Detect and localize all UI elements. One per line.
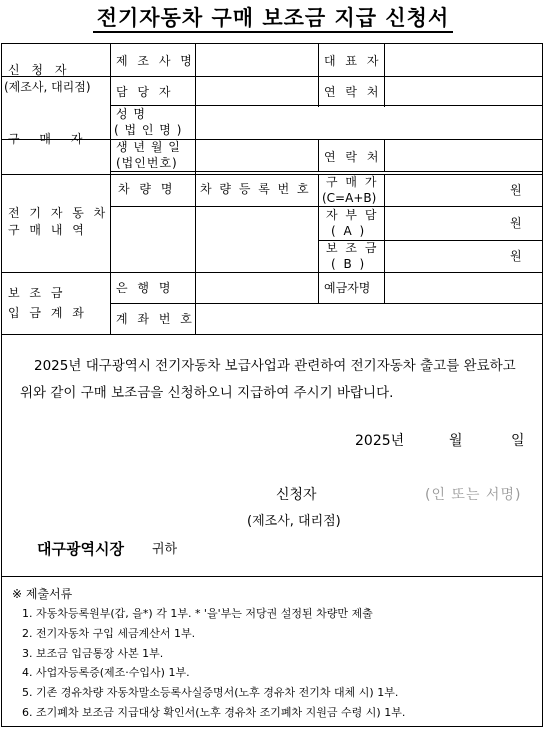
manager-field[interactable] (196, 77, 317, 105)
recipient-suffix: 귀하 (152, 542, 178, 557)
required-document-item: 1. 자동차등록원부(갑, 을*) 각 1부. * '을'부는 저당권 설정된 차량만 제출 (22, 607, 373, 620)
account-section-sublabel: 입 금 계 좌 (8, 306, 87, 320)
self-pay-sublabel: ( A ) (331, 224, 367, 238)
self-pay-label: 자 부 담 (326, 208, 379, 222)
subsidy-amount-label: 보 조 금 (326, 241, 379, 255)
account-number-field[interactable] (196, 304, 542, 333)
required-document-item: 4. 사업자등록증(제조·수입사) 1부. (22, 666, 190, 680)
account-holder-label: 예금자명 (324, 281, 371, 295)
buyer-contact-label: 연 락 처 (324, 150, 382, 164)
date-year: 2025년 (355, 433, 405, 449)
applicant-section-label: 신 청 자 (8, 63, 71, 77)
account-section-label: 보 조 금 (8, 286, 66, 300)
subsidy-amount-unit: 원 (510, 249, 522, 263)
applicant-contact-field[interactable] (385, 77, 542, 105)
self-pay-unit: 원 (510, 216, 522, 230)
required-documents-list (22, 604, 405, 723)
required-document-item: 3. 보조금 입금통장 사본 1부. (22, 646, 164, 660)
maker-name-field[interactable] (196, 44, 317, 75)
maker-name-label: 제 조 사 명 (116, 54, 195, 68)
purchase-price-unit: 원 (510, 183, 522, 197)
model-name-label: 차 량 명 (118, 182, 176, 196)
birthdate-field[interactable] (196, 140, 317, 171)
required-document-item: 2. 전기자동차 구입 세금계산서 1부. (22, 626, 196, 640)
birthdate-sublabel: (법인번호) (116, 156, 178, 170)
buyer-section-label: 구 매 자 (8, 132, 91, 146)
applicant-contact-label: 연 락 처 (324, 85, 382, 99)
signer-label: 신청자 (276, 487, 317, 503)
buyer-contact-field[interactable] (385, 140, 542, 171)
buyer-name-label: 성 명 (116, 107, 146, 121)
buyer-name-field[interactable] (196, 106, 542, 138)
bank-name-label: 은 행 명 (116, 281, 174, 295)
account-holder-field[interactable] (385, 273, 542, 302)
purchase-section-sublabel: 구 매 내 역 (8, 223, 87, 237)
date-day: 일 (511, 433, 525, 449)
purchase-price-sublabel: (C=A+B) (322, 191, 377, 205)
recipient-name: 대구광역시장 (37, 540, 124, 558)
buyer-name-sublabel: ( 법 인 명 ) (114, 123, 183, 137)
representative-label: 대 표 자 (324, 54, 382, 68)
signature-area[interactable]: (인 또는 서명) (425, 487, 522, 503)
account-number-label: 계 좌 번 호 (116, 312, 195, 326)
declaration-text: 2025년 대구광역시 전기자동차 보급사업과 관련하여 전기자동차 출고를 완료하고 위와 같이 구매 보조금을 신청하오니 지급하여 주시기 바랍니다. (20, 358, 516, 401)
required-documents-title: ※ 제출서류 (12, 587, 73, 601)
subsidy-amount-sublabel: ( B ) (331, 257, 367, 271)
birthdate-label: 생 년 월 일 (116, 140, 181, 154)
purchase-section-label: 전 기 자 동 차 (8, 206, 109, 220)
signer-sublabel: (제조사, 대리점) (247, 514, 341, 529)
registration-number-field[interactable] (196, 207, 317, 271)
bank-name-field[interactable] (196, 273, 317, 302)
date-month: 월 (449, 433, 463, 449)
manager-label: 담 당 자 (116, 85, 174, 99)
form-title: 전기자동차 구매 보조금 지급 신청서 (0, 2, 546, 32)
required-document-item: 5. 기존 경유차량 자동차말소등록사실증명서(노후 경유차 전기차 대체 시) 1부. (22, 686, 399, 700)
required-document-item: 6. 조기폐차 보조금 지급대상 확인서(노후 경유차 조기폐차 지원금 수령 시) 1부. (22, 705, 406, 719)
registration-number-label: 차 량 등 록 번 호 (200, 182, 311, 196)
model-name-field[interactable] (111, 207, 194, 271)
purchase-price-label: 구 매 가 (326, 175, 379, 189)
representative-field[interactable] (385, 44, 542, 75)
applicant-section-sublabel: (제조사, 대리점) (4, 80, 91, 94)
